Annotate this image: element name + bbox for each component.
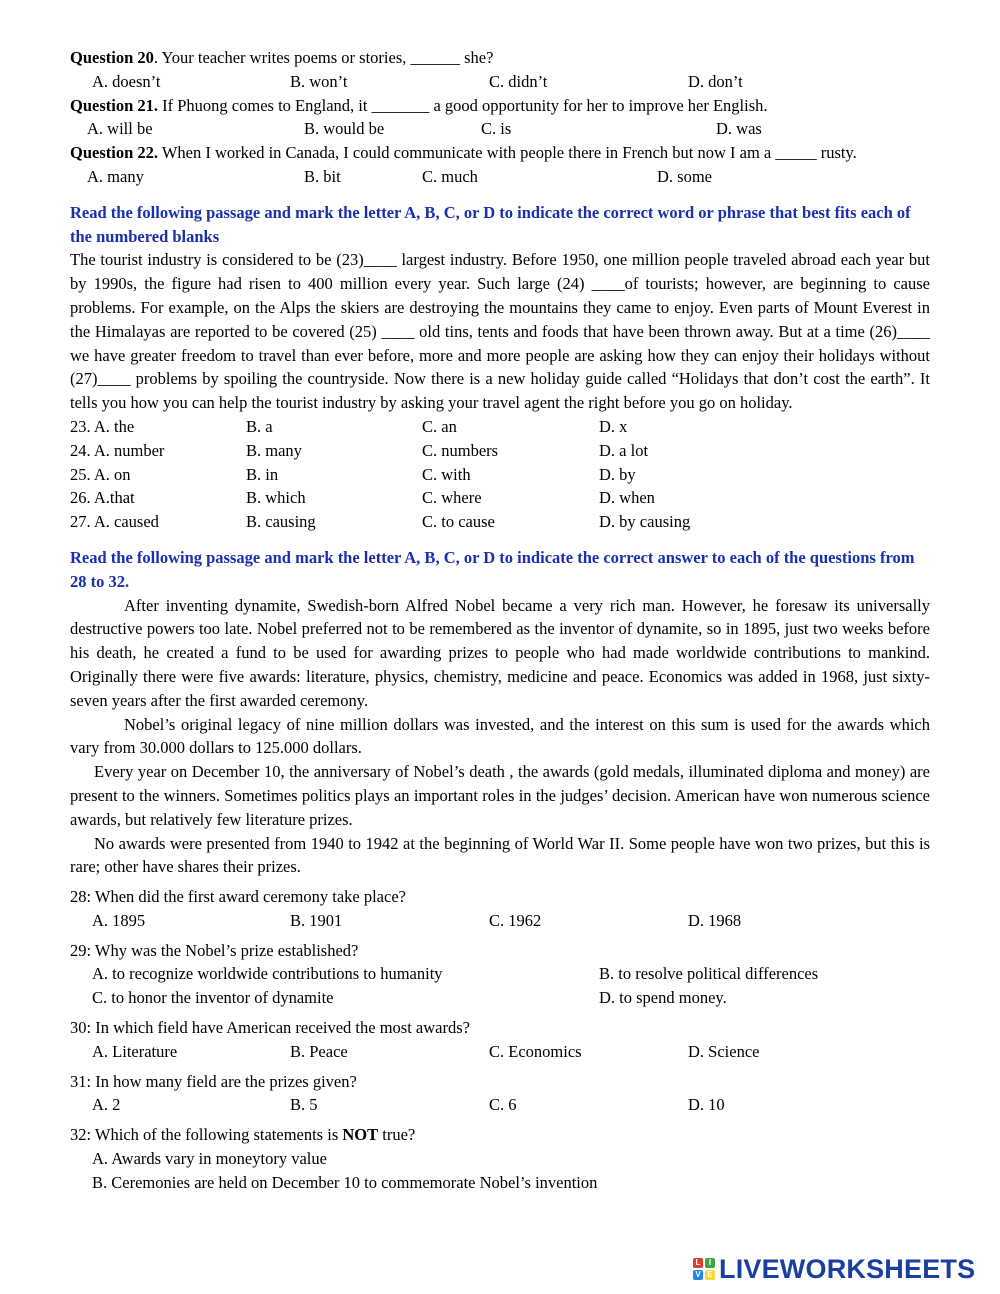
cloze-row-27 — [70, 510, 930, 534]
logo-letter-i: I — [705, 1258, 715, 1268]
passage-nobel-p4: No awards were presented from 1940 to 1942 at the beginning of World War II. Some people have won two prizes, but this is rare; other have shares their prizes. — [70, 833, 930, 877]
instruction-reading: Read the following passage and mark the letter A, B, C, or D to indicate the correct answer to each of the questions from 28 to 32. — [70, 547, 915, 591]
q25-option-c[interactable]: C. with — [422, 464, 471, 484]
question-29: 29: Why was the Nobel’s prize established? — [70, 940, 359, 960]
question-28: 28: When did the first award ceremony take place? — [70, 887, 406, 907]
question-20-label: Question 20 — [70, 48, 154, 67]
q27-option-a[interactable]: 27. A. caused — [70, 512, 159, 532]
question-21-options — [70, 117, 930, 141]
logo-letter-v: V — [693, 1270, 703, 1280]
passage-tourism: The tourist industry is considered to be (23)____ largest industry. Before 1950, one million people traveled abroad each year but by 1990s, the figure had risen to 400 million every year. Such large (24) ____of tourists; however, are beginning to cause problems. For example, on the Alps the skiers are destroying the mountains they came to enjoy. Even parts of Mount Everest in the Himalayas are reported to be covered (25) ____ old tins, tents and foods that have been thrown away. But at a time (26)____ we have greater freedom to travel than ever before, more and more people are asking how they can enjoy their holidays without (27)____ problems by spoiling the countryside. Now there is a new holiday guide called “Holidays that don’t cost the earth”. It tells you how you can help the tourist industry by asking your travel agent the right before you go on holiday. — [70, 250, 930, 413]
cloze-row-24 — [70, 439, 930, 463]
q29-option-a[interactable]: A. to recognize worldwide contributions to humanity — [92, 964, 443, 984]
question-28-options — [70, 909, 930, 933]
passage-nobel-p2: Nobel’s original legacy of nine million dollars was invested, and the interest on this sum is used for the awards which vary from 30.000 dollars to 125.000 dollars. — [70, 714, 930, 758]
cloze-row-26 — [70, 486, 930, 510]
question-30-options — [70, 1040, 930, 1064]
question-22 — [70, 141, 930, 165]
q25-option-d[interactable]: D. by — [599, 464, 636, 484]
question-32-text-after: true? — [378, 1125, 416, 1145]
question-32-text-before: 32: Which of the following statements is — [70, 1125, 343, 1145]
q29-option-c[interactable]: C. to honor the inventor of dynamite — [92, 988, 334, 1008]
question-31: 31: In how many field are the prizes given? — [70, 1071, 357, 1091]
q28-option-b[interactable]: B. 1901 — [290, 910, 343, 930]
q32-option-a[interactable]: A. Awards vary in moneytory value — [92, 1149, 327, 1169]
q25-option-b[interactable]: B. in — [246, 464, 279, 484]
question-21-text: If Phuong comes to England, it _______ a good opportunity for her to improve her English. — [158, 95, 768, 115]
cloze-row-25 — [70, 463, 930, 487]
question-29-options-ab — [70, 962, 930, 986]
q32-option-b[interactable]: B. Ceremonies are held on December 10 to commemorate Nobel’s invention — [92, 1172, 598, 1192]
q23-option-b[interactable]: B. a — [246, 416, 273, 436]
q21-option-c[interactable]: C. is — [481, 119, 512, 139]
q29-option-d[interactable]: D. to spend money. — [599, 988, 727, 1008]
q30-option-a[interactable]: A. Literature — [92, 1041, 178, 1061]
q22-option-d[interactable]: D. some — [657, 166, 712, 186]
q28-option-a[interactable]: A. 1895 — [92, 910, 146, 930]
q26-option-a[interactable]: 26. A.that — [70, 488, 135, 508]
liveworksheets-logo-icon — [693, 1258, 715, 1280]
passage-nobel-p3: Every year on December 10, the anniversary of Nobel’s death , the awards (gold medals, illuminated diploma and money) are present to the winners. Sometimes politics plays an important roles in the judges’ decision. American have won numerous science awards, but relatively few literature prizes. — [70, 762, 930, 829]
q21-option-a[interactable]: A. will be — [87, 119, 153, 139]
q24-option-b[interactable]: B. many — [246, 440, 302, 460]
question-22-text: When I worked in Canada, I could communicate with people there in French but now I am a _____ rusty. — [158, 143, 857, 163]
question-21-label: Question 21. — [70, 95, 159, 115]
question-30: 30: In which field have American received the most awards? — [70, 1018, 470, 1038]
question-22-label: Question 22. — [70, 143, 159, 163]
q28-option-d[interactable]: D. 1968 — [688, 910, 742, 930]
q31-option-a[interactable]: A. 2 — [92, 1095, 121, 1115]
q26-option-c[interactable]: C. where — [422, 488, 482, 508]
worksheet-page — [70, 46, 930, 1195]
logo-letter-l: L — [693, 1258, 703, 1268]
q21-option-b[interactable]: B. would be — [304, 119, 385, 139]
q22-option-a[interactable]: A. many — [87, 166, 144, 186]
q30-option-c[interactable]: C. Economics — [489, 1041, 582, 1061]
q20-option-d[interactable]: D. don’t — [688, 71, 743, 91]
q30-option-d[interactable]: D. Science — [688, 1041, 760, 1061]
instruction-cloze: Read the following passage and mark the letter A, B, C, or D to indicate the correct word or phrase that best fits each of the numbered blanks — [70, 202, 911, 246]
q31-option-c[interactable]: C. 6 — [489, 1095, 517, 1115]
q23-option-a[interactable]: 23. A. the — [70, 416, 135, 436]
q27-option-c[interactable]: C. to cause — [422, 512, 495, 532]
q27-option-b[interactable]: B. causing — [246, 512, 316, 532]
question-20 — [70, 46, 930, 70]
logo-letter-e: E — [705, 1270, 715, 1280]
question-31-options — [70, 1093, 930, 1117]
question-32-not: NOT — [342, 1125, 379, 1145]
passage-nobel-p1: After inventing dynamite, Swedish-born Alfred Nobel became a very rich man. However, he foresaw its universally destructive powers too late. Nobel preferred not to be remembered as the inventor of dynamite, so in 1895, just two weeks before his death, he created a fund to be used for awarding prizes to people who had made worldwide contributions to mankind. Originally there were five awards: literature, physics, chemistry, medicine and peace. Economics was added in 1968, just sixty-seven years after the first awarded ceremony. — [70, 595, 930, 710]
question-32 — [70, 1123, 930, 1147]
cloze-row-23 — [70, 415, 930, 439]
liveworksheets-logo-text: LIVEWORKSHEETS — [719, 1253, 976, 1284]
q31-option-d[interactable]: D. 10 — [688, 1095, 725, 1115]
question-20-text: . Your teacher writes poems or stories, ______ she? — [153, 48, 494, 67]
question-29-options-cd — [70, 986, 930, 1010]
q27-option-d[interactable]: D. by causing — [599, 512, 691, 532]
liveworksheets-logo — [693, 1252, 975, 1286]
q22-option-c[interactable]: C. much — [422, 166, 478, 186]
q21-option-d[interactable]: D. was — [716, 119, 762, 139]
q22-option-b[interactable]: B. bit — [304, 166, 341, 186]
q26-option-d[interactable]: D. when — [599, 488, 655, 508]
q20-option-a[interactable]: A. doesn’t — [92, 71, 161, 91]
q25-option-a[interactable]: 25. A. on — [70, 464, 131, 484]
q24-option-a[interactable]: 24. A. number — [70, 440, 165, 460]
question-22-options — [70, 165, 930, 189]
q24-option-d[interactable]: D. a lot — [599, 440, 649, 460]
q29-option-b[interactable]: B. to resolve political differences — [599, 964, 819, 984]
q20-option-c[interactable]: C. didn’t — [489, 71, 548, 91]
question-20-options — [70, 70, 930, 94]
q23-option-c[interactable]: C. an — [422, 416, 457, 436]
q28-option-c[interactable]: C. 1962 — [489, 910, 542, 930]
cloze-options — [70, 415, 930, 534]
q31-option-b[interactable]: B. 5 — [290, 1095, 318, 1115]
question-21 — [70, 94, 930, 118]
q20-option-b[interactable]: B. won’t — [290, 71, 348, 91]
q30-option-b[interactable]: B. Peace — [290, 1041, 348, 1061]
q24-option-c[interactable]: C. numbers — [422, 440, 499, 460]
q26-option-b[interactable]: B. which — [246, 488, 306, 508]
q23-option-d[interactable]: D. x — [599, 416, 628, 436]
